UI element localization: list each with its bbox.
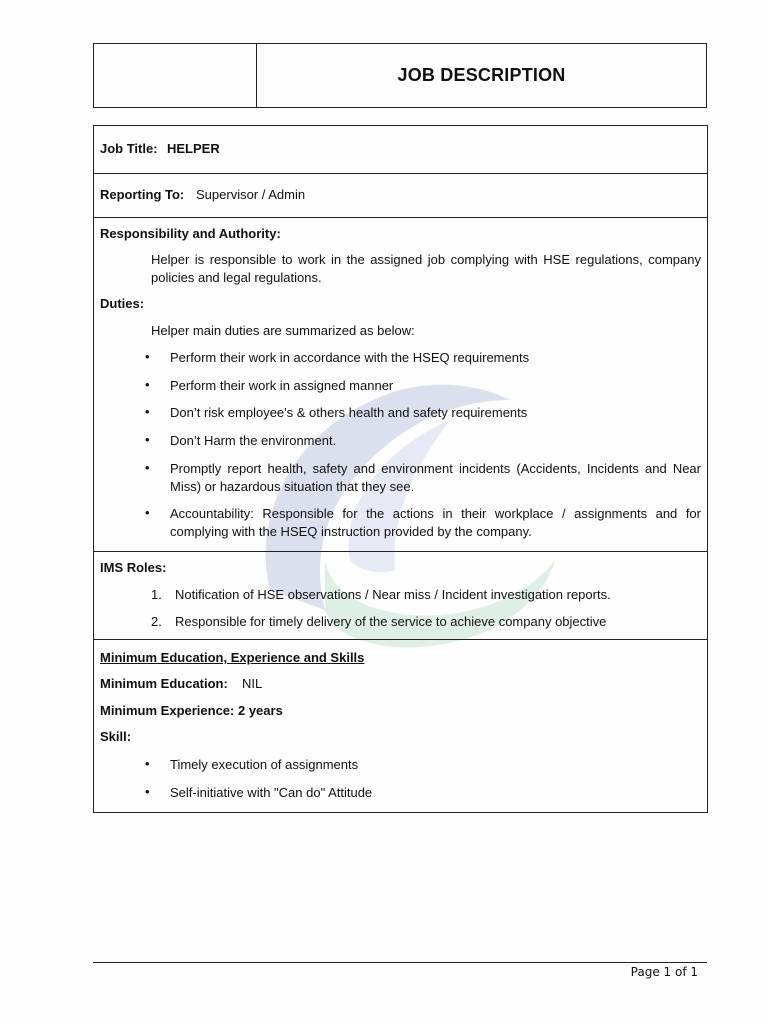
duties-heading: Duties:: [100, 296, 145, 311]
bullet-icon: •: [145, 460, 150, 475]
responsibility-heading: Responsibility and Authority:: [100, 226, 281, 241]
ims-roles-heading: IMS Roles:: [100, 560, 167, 575]
reporting-label: Reporting To:: [100, 187, 185, 202]
duties-intro: Helper main duties are summarized as below:: [151, 323, 415, 338]
min-education-value: NIL: [242, 676, 263, 691]
reporting-value: Supervisor / Admin: [196, 187, 306, 202]
bullet-icon: •: [145, 404, 150, 419]
skill-heading: Skill:: [100, 729, 132, 744]
duty-item: Don’t Harm the environment.: [170, 433, 337, 448]
ims-role-item: Notification of HSE observations / Near miss / Incident investigation reports.: [175, 587, 611, 602]
bullet-icon: •: [145, 784, 150, 799]
footer-divider: [93, 962, 707, 963]
job-title-value: HELPER: [167, 141, 220, 156]
bullet-icon: •: [145, 756, 150, 771]
duty-item: Accountability: Responsible for the actions in their workplace / assignments and for complying with the HSEQ instruction provided by the company.: [170, 506, 701, 539]
bullet-icon: •: [145, 349, 150, 364]
ims-role-item: Responsible for timely delivery of the service to achieve company objective: [175, 614, 607, 629]
duty-item: Perform their work in assigned manner: [170, 378, 394, 393]
min-experience: Minimum Experience: 2 years: [100, 703, 283, 718]
list-number: 2.: [151, 614, 162, 629]
job-title-row: [94, 126, 707, 174]
ims-roles-row: [94, 552, 707, 640]
min-education-label: Minimum Education:: [100, 676, 228, 691]
duty-item: Don’t risk employee's & others health and safety requirements: [170, 405, 528, 420]
responsibility-row: [94, 218, 707, 552]
duty-item: Perform their work in accordance with the HSEQ requirements: [170, 350, 530, 365]
education-row: [94, 640, 707, 812]
page-number: Page 1 of 1: [630, 965, 698, 979]
bullet-icon: •: [145, 432, 150, 447]
logo-cell: [94, 44, 257, 107]
duty-item: Promptly report health, safety and environment incidents (Accidents, Incidents and Near Miss) or hazardous situation that they see.: [170, 461, 701, 494]
bullet-icon: •: [145, 377, 150, 392]
education-heading: Minimum Education, Experience and Skills: [100, 650, 365, 665]
job-title-label: Job Title:: [100, 141, 158, 156]
bullet-icon: •: [145, 505, 150, 520]
reporting-row: [94, 174, 707, 218]
skill-item: Timely execution of assignments: [170, 757, 359, 772]
header-table: [93, 43, 707, 108]
responsibility-text: Helper is responsible to work in the assigned job complying with HSE regulations, company policies and legal regulations.: [151, 252, 701, 285]
skill-item: Self-initiative with "Can do" Attitude: [170, 785, 373, 800]
job-description-table: [93, 125, 708, 813]
page-title: JOB DESCRIPTION: [397, 65, 566, 85]
list-number: 1.: [151, 587, 162, 602]
